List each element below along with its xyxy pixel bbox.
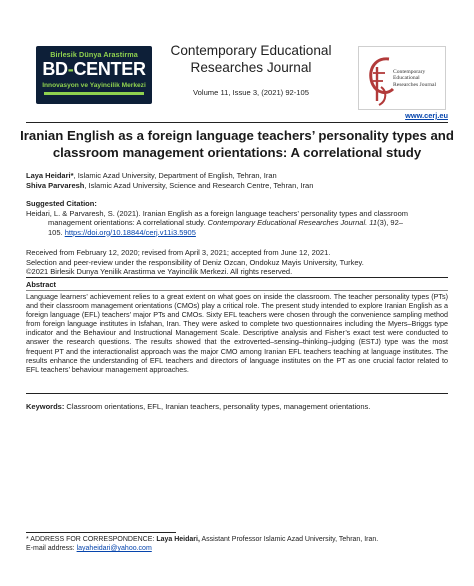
correspondence-line: * ADDRESS FOR CORRESPONDENCE: Laya Heidari, Assistant Professor Islamic Azad University, Tehran, Iran. [26, 536, 379, 543]
journal-title: Contemporary Educational Researches Journal [170, 43, 332, 75]
article-title: Iranian English as a foreign language teachers’ personality types and classroom management orientations: A correlational study [20, 128, 454, 160]
logo-main-text: BD-CENTER [42, 59, 146, 79]
citation-line-3: 105. https://doi.org/10.18844/cerj.v11i3.5905 [48, 227, 196, 237]
author-line-2: Shiva Parvaresh, Islamic Azad University, Science and Research Centre, Tehran, Iran [26, 180, 314, 190]
journal-volume: Volume 11, Issue 3, (2021) 92-105 [193, 88, 309, 97]
citation-heading: Suggested Citation: [26, 199, 97, 208]
logo-bottom-text: Innovasyon ve Yayincilik Merkezi [42, 82, 146, 89]
doi-link[interactable]: https://doi.org/10.18844/cerj.v11i3.5905 [64, 227, 196, 237]
history-review: Selection and peer-review under the responsibility of Deniz Ozcan, Ondokuz Mayis University, Turkey. [26, 257, 364, 267]
citation-line-2: management orientations: A correlational study. Contemporary Educational Researches Journal. 11(3), 92– [48, 218, 403, 227]
history-received: Received from February 12, 2020; revised from April 3, 2021; accepted from June 12, 2021. [26, 248, 331, 257]
email-link[interactable]: layaheidari@yahoo.com [76, 545, 152, 552]
abstract-heading: Abstract [26, 280, 56, 289]
history-copyright: ©2021 Birlesik Dunya Yenilik Arastirma ve Yayincilik Merkezi. All rights reserved. [26, 267, 293, 276]
email-line: E-mail address: layaheidari@yahoo.com [26, 545, 152, 552]
logo-bar [44, 92, 144, 95]
cerj-logo-text: Contemporary Educational Researches Journal [393, 69, 437, 88]
abstract-body: Language learners’ achievement relies to a great extent on what goes on inside the classroom. The teacher personality types (PTs) and their classroom management orientations (CMOs) play a critical role. The present study intended to explore Iranian English as a foreign language (EFL) teachers’ major PTs and CMOs. Sixty EFL teachers were chosen through the convenience sampling method from foreign language institutes in Isfahan, Iran. They were asked to complete two questionnaires including the Myers–Briggs type indicator and the Behaviour and Instructional Management Scale. Descriptive analysis and Fisher’s exact test were conducted to answer the research questions. The results showed that the extroverted–sensing–thinking–judging (ESTJ) type was the most frequent PT and the interactionalist approach was the major CMO among Iranian EFL teachers teaching at language institutes. The results enhance the understanding of EFL teachers and directors of language institutes on the PT as one crucial factor related to EFL teachers’ behaviour management approaches. [26, 292, 448, 374]
header-divider [26, 122, 448, 123]
logo-top-text: Birlesik Dünya Arastirma [50, 50, 138, 59]
bd-center-logo [36, 46, 152, 104]
author-line-1: Laya Heidari*, Islamic Azad University, Department of English, Tehran, Iran [26, 171, 277, 180]
abstract-box [26, 277, 448, 394]
abstract-divider [26, 290, 448, 291]
footnote-divider [26, 532, 176, 533]
cerj-logo [358, 46, 446, 110]
journal-url-link[interactable]: www.cerj.eu [405, 111, 448, 120]
journal-header [26, 42, 448, 110]
citation-line-1: Heidari, L. & Parvaresh, S. (2021). Iranian English as a foreign language teachers’ personality types and classroom [26, 208, 409, 218]
keywords-line: Keywords: Classroom orientations, EFL, Iranian teachers, personality types, management orientations. [26, 402, 371, 411]
